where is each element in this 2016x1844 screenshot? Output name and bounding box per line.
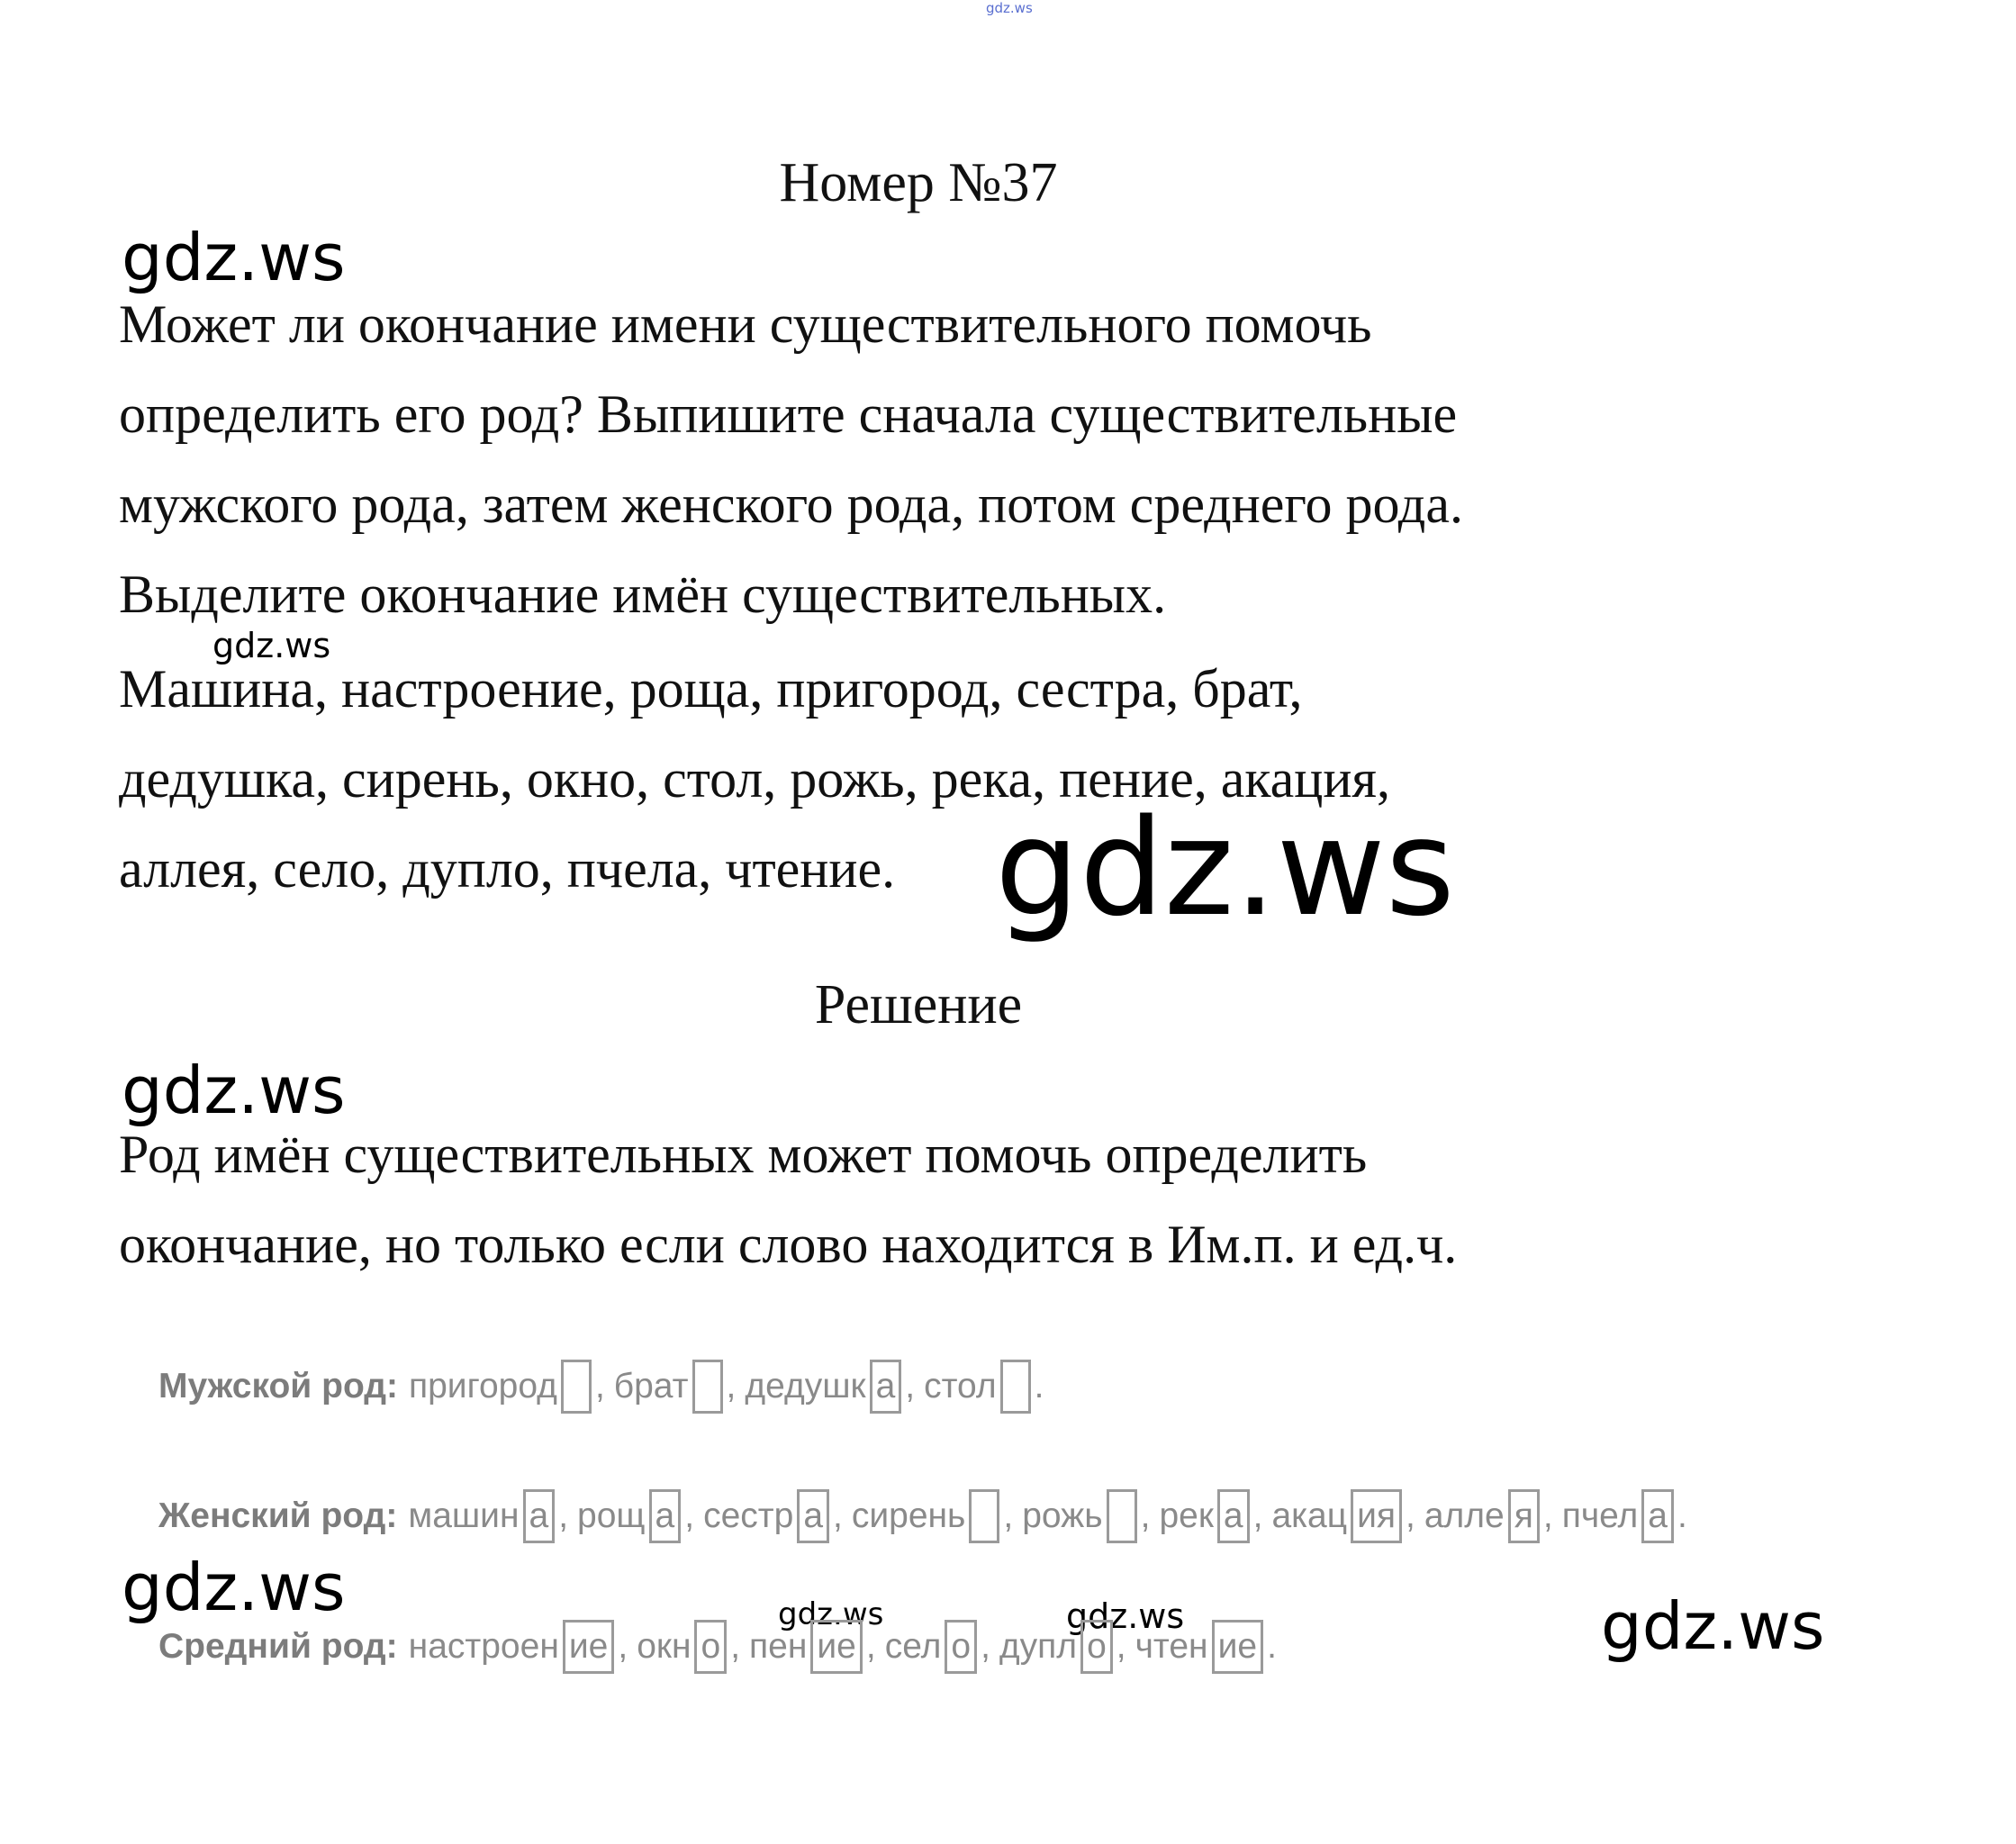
task-text	[119, 279, 1830, 639]
ending-box	[969, 1489, 999, 1543]
word-stem: машин	[408, 1496, 520, 1535]
noun-word	[1159, 1489, 1271, 1543]
ending-box: а	[797, 1489, 829, 1543]
word-stem: окн	[637, 1627, 692, 1666]
watermark: gdz.ws	[122, 1550, 346, 1625]
punctuation: .	[1267, 1627, 1277, 1666]
noun-word	[408, 1489, 577, 1543]
noun-word	[1424, 1489, 1562, 1543]
word-list-line: дедушка, сирень, окно, стол, рожь, река, пение, акация,	[119, 749, 1391, 809]
noun-word	[852, 1489, 1022, 1543]
masculine-label: Мужской род:	[158, 1367, 398, 1406]
feminine-row	[158, 1486, 1696, 1547]
watermark-large: gdz.ws	[995, 791, 1455, 945]
noun-word	[409, 1620, 637, 1674]
watermark: gdz.ws	[778, 1596, 884, 1632]
noun-word	[1562, 1489, 1696, 1543]
noun-word	[885, 1620, 999, 1674]
ending-box: я	[1508, 1489, 1540, 1543]
answer-line: Род имён существительных может помочь определить	[119, 1125, 1368, 1184]
ending-box: о	[945, 1620, 977, 1674]
task-line: Может ли окончание имени существительного помочь	[119, 294, 1372, 354]
word-stem: акац	[1271, 1496, 1348, 1535]
punctuation: ,	[684, 1496, 695, 1535]
neuter-row	[158, 1616, 1286, 1677]
task-line: мужского рода, затем женского рода, потом среднего рода.	[119, 475, 1463, 534]
noun-word	[703, 1489, 852, 1543]
word-stem: пчел	[1561, 1496, 1639, 1535]
ending-box: а	[870, 1360, 902, 1414]
ending-box: а	[1641, 1489, 1674, 1543]
punctuation: ,	[726, 1367, 737, 1406]
punctuation: ,	[1405, 1496, 1415, 1535]
noun-word	[1271, 1489, 1424, 1543]
task-line: Выделите окончание имён существительных.	[119, 565, 1167, 624]
word-stem: сел	[884, 1627, 942, 1666]
ending-box: ие	[563, 1620, 614, 1674]
noun-word	[1022, 1489, 1159, 1543]
punctuation: ,	[905, 1367, 916, 1406]
word-list-line: аллея, село, дупло, пчела, чтение.	[119, 839, 896, 899]
punctuation: ,	[981, 1627, 990, 1666]
noun-word	[745, 1360, 924, 1414]
word-stem: брат	[613, 1367, 689, 1406]
word-stem: стол	[924, 1367, 997, 1406]
watermark: gdz.ws	[1066, 1596, 1185, 1636]
ending-box: а	[649, 1489, 682, 1543]
answer-text	[119, 1109, 1830, 1289]
punctuation: .	[1034, 1367, 1044, 1406]
noun-word	[637, 1620, 749, 1674]
ending-box	[1107, 1489, 1137, 1543]
word-stem: дедушк	[745, 1367, 866, 1406]
word-stem: пен	[749, 1627, 808, 1666]
feminine-label: Женский род:	[158, 1496, 398, 1535]
ending-box: ия	[1351, 1489, 1402, 1543]
answer-line: окончание, но только если слово находится в Им.п. и ед.ч.	[119, 1215, 1458, 1274]
word-stem: рожь	[1022, 1496, 1103, 1535]
ending-box: ие	[1212, 1620, 1263, 1674]
noun-word	[577, 1489, 703, 1543]
punctuation: ,	[1140, 1496, 1151, 1535]
punctuation: .	[1677, 1496, 1687, 1535]
noun-word	[999, 1620, 1135, 1674]
punctuation: ,	[1252, 1496, 1263, 1535]
word-stem: настроен	[408, 1627, 559, 1666]
ending-box: о	[694, 1620, 727, 1674]
punctuation: ,	[1003, 1496, 1014, 1535]
watermark: gdz.ws	[1601, 1588, 1825, 1664]
watermark: gdz.ws	[122, 220, 346, 295]
ending-box	[1000, 1360, 1031, 1414]
punctuation: ,	[833, 1496, 843, 1535]
noun-word	[749, 1620, 885, 1674]
word-stem: рек	[1159, 1496, 1214, 1535]
solution-heading: Решение	[814, 974, 1023, 1035]
word-list-line: Машина, настроение, роща, пригород, сестра, брат,	[119, 659, 1303, 719]
punctuation: ,	[1542, 1496, 1553, 1535]
ending-box: ие	[810, 1620, 862, 1674]
ending-box	[692, 1360, 723, 1414]
word-stem: чтен	[1135, 1627, 1208, 1666]
watermark-top: gdz.ws	[986, 0, 1033, 16]
noun-word	[1135, 1620, 1286, 1674]
punctuation: ,	[618, 1627, 628, 1666]
word-stem: сирень	[851, 1496, 966, 1535]
ending-box	[561, 1360, 592, 1414]
word-stem: рощ	[577, 1496, 646, 1535]
word-stem: алле	[1424, 1496, 1505, 1535]
task-line: определить его род? Выпишите сначала существительные	[119, 384, 1458, 444]
watermark: gdz.ws	[122, 1053, 346, 1128]
neuter-label: Средний род:	[158, 1627, 398, 1666]
word-list	[119, 644, 1830, 914]
punctuation: ,	[865, 1627, 876, 1666]
punctuation: ,	[1116, 1627, 1126, 1666]
page-title: Номер №37	[779, 152, 1058, 213]
noun-word	[614, 1360, 746, 1414]
punctuation: ,	[594, 1367, 605, 1406]
word-stem: сестр	[703, 1496, 794, 1535]
ending-box: а	[1217, 1489, 1250, 1543]
ending-box: о	[1080, 1620, 1113, 1674]
masculine-row	[158, 1356, 1053, 1417]
punctuation: ,	[730, 1627, 741, 1666]
ending-box: а	[523, 1489, 556, 1543]
word-stem: дупл	[999, 1627, 1078, 1666]
noun-word	[409, 1360, 614, 1414]
noun-word	[924, 1360, 1053, 1414]
word-stem: пригород	[409, 1367, 557, 1406]
punctuation: ,	[558, 1496, 569, 1535]
watermark: gdz.ws	[212, 626, 331, 665]
